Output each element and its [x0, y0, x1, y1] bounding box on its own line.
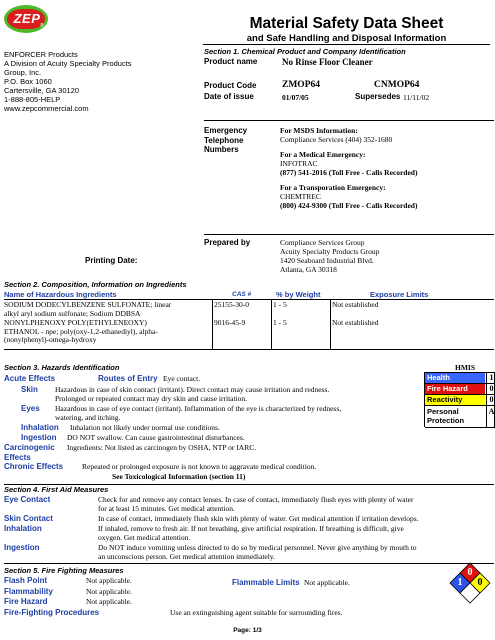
hmis-fire-value: 0 [486, 384, 495, 394]
section2-bottom-rule [4, 349, 494, 350]
logo-text: ZEP [13, 11, 41, 26]
ingredient-cas: 25155-30-0 [214, 300, 249, 309]
company-line: Cartersville, GA 30120 [4, 86, 80, 95]
eye-contact-text: Check for and remove any contact lenses. In case of contact, immediately flush eyes with plenty of water for at least 15 minutes. Get medical attention. [98, 495, 414, 513]
transport-emergency-line: CHEMTREC [280, 192, 321, 201]
msds-info-title: For MSDS Information: [280, 126, 358, 135]
flammable-limits-label: Flammable Limits [232, 578, 300, 587]
first-aid-ingestion-label: Ingestion [4, 543, 40, 552]
medical-emergency-title: For a Medical Emergency: [280, 150, 366, 159]
hmis-fire-label: Fire Hazard [425, 384, 485, 394]
eyes-label: Eyes [21, 404, 40, 413]
hmis-reactivity-value: 0 [486, 395, 495, 405]
company-address [4, 50, 199, 113]
section3-heading: Section 3. Hazards Identification [4, 363, 120, 372]
ingredients-column-limits: Exposure Limits [370, 290, 429, 299]
fire-hazard-label: Fire Hazard [4, 597, 48, 606]
fire-fighting-procedures-value: Use an extinguishing agent suitable for surrounding fires. [170, 608, 343, 617]
section1-divider-2 [204, 234, 494, 235]
flash-point-value: Not applicable. [86, 576, 132, 585]
ingredient-name: NONYLPHENOXY POLY(ETHYLENEOXY) ETHANOL - npe; poly(oxy-1,2-ethanediyl), alpha- (nonylphenyl)-omega-hydroxy [4, 318, 158, 344]
transport-emergency-phone: (800) 424-9300 (Toll Free - Calls Recorded) [280, 201, 418, 210]
carcinogenic-effects-text: Ingredients: Not listed as carcinogen by OSHA, NTP or IARC. [67, 443, 257, 452]
company-line: Group, Inc. [4, 68, 42, 77]
ingredients-column-name: Name of Hazardous Ingredients [4, 290, 117, 299]
hmis-title: HMIS [455, 363, 476, 372]
ingredient-cas: 9016-45-9 [214, 318, 246, 327]
ingredients-column-weight: % by Weight [276, 290, 321, 299]
product-name-value: No Rinse Floor Cleaner [282, 57, 373, 67]
fire-fighting-procedures-label: Fire-Fighting Procedures [4, 608, 100, 617]
hmis-health-row [425, 373, 495, 384]
section5-heading: Section 5. Fire Fighting Measures [4, 566, 124, 575]
first-aid-ingestion-text: Do NOT induce vomiting unless directed to do so by medical personnel. Never give anything by mouth to an unconscious person. Get medical attention immediately. [98, 543, 417, 561]
routes-of-entry-label: Routes of Entry [98, 374, 158, 383]
prepared-by-address: Compliance Services Group Acuity Specialty Products Group 1420 Seaboard Industrial Blvd. Atlanta, GA 30318 [280, 238, 380, 274]
ingestion-label: Ingestion [21, 433, 57, 442]
ingredients-col-rule [330, 299, 331, 349]
inhalation-text: Inhalation not likely under normal use conditions. [70, 423, 220, 432]
prepared-by-label: Prepared by [204, 238, 251, 247]
eye-contact-label: Eye Contact [4, 495, 51, 504]
company-website: www.zepcommercial.com [4, 104, 89, 113]
emergency-contacts [280, 126, 494, 210]
emergency-label: Emergency Telephone Numbers [204, 126, 248, 154]
nfpa-reactivity-value: 0 [477, 577, 483, 588]
page-number: Page: 1/3 [233, 627, 262, 634]
hmis-protection-value: A [486, 406, 495, 427]
company-line: A Division of Acuity Specialty Products [4, 59, 132, 68]
hmis-health-label: Health [425, 373, 485, 383]
company-line: 1-888-805-HELP [4, 95, 61, 104]
supersedes-value: 11/11/02 [403, 93, 430, 102]
date-of-issue-value: 01/07/05 [282, 93, 309, 102]
ingredients-column-cas: CAS # [232, 291, 252, 298]
page-title: Material Safety Data Sheet [249, 15, 444, 32]
flash-point-label: Flash Point [4, 576, 48, 585]
chronic-effects-text: Repeated or prolonged exposure is not known to aggravate medical condition. [82, 462, 317, 471]
nfpa-health-value: 1 [457, 577, 463, 588]
ingredient-limits: Not established [332, 300, 379, 309]
ingredients-col-rule [271, 299, 272, 349]
hmis-health-value: 1 [486, 373, 495, 383]
ingredient-weight: 1 - 5 [273, 318, 287, 327]
zep-logo [4, 5, 48, 33]
ingredient-limits: Not established [332, 318, 379, 327]
eyes-text: Hazardous in case of eye contact (irritant). Inflammation of the eye is characterized by redness, watering, and itching. [55, 404, 342, 422]
ingredients-col-rule [212, 299, 213, 349]
header-title-box [203, 15, 490, 45]
skin-text: Hazardous in case of skin contact (irritant). Direct contact may cause irritation and redness. Prolonged or repeated contact may dry skin and cause irritation. [55, 385, 330, 403]
toxicological-note: See Toxicological Information (section 11) [112, 472, 246, 481]
product-code-value: ZMOP64 [282, 80, 320, 90]
ingestion-text: DO NOT swallow. Can cause gastrointestinal disturbances. [67, 433, 245, 442]
nfpa-flammability-value: 0 [467, 567, 473, 578]
company-line: ENFORCER Products [4, 50, 78, 59]
medical-emergency-phone: (877) 541-2016 (Toll Free - Calls Recorded) [280, 168, 418, 177]
company-line: P.O. Box 1060 [4, 77, 52, 86]
skin-contact-label: Skin Contact [4, 514, 53, 523]
section1-heading: Section 1. Chemical Product and Company Identification [204, 47, 406, 56]
product-name-label: Product name [204, 57, 258, 66]
first-aid-inhalation-text: If inhaled, remove to fresh air. If not breathing, give artificial respiration. If breathing is difficult, give oxygen. Get medical attention. [98, 524, 404, 542]
product-code-alt-value: CNMOP64 [374, 80, 420, 90]
flammability-label: Flammability [4, 587, 53, 596]
section1-divider [204, 120, 494, 121]
hmis-panel [424, 372, 495, 427]
section4-bottom-rule [4, 563, 494, 564]
ingredient-weight: 1 - 5 [273, 300, 287, 309]
hmis-protection-row [425, 406, 495, 428]
section4-heading: Section 4. First Aid Measures [4, 485, 109, 494]
carcinogenic-effects-label: Carcinogenic Effects [4, 443, 55, 462]
printing-date-label: Printing Date: [85, 256, 138, 265]
first-aid-inhalation-label: Inhalation [4, 524, 42, 533]
medical-emergency-line: INFOTRAC [280, 159, 318, 168]
ingredient-name: SODIUM DODECYLBENZENE SULFONATE; linear alkyl aryl sodium sulfonate; Sodium DDBSA [4, 300, 172, 318]
chronic-effects-label: Chronic Effects [4, 462, 64, 471]
nfpa-diamond-icon [449, 562, 491, 604]
transport-emergency-title: For a Transporation Emergency: [280, 183, 386, 192]
flammable-limits-value: Not applicable. [304, 578, 350, 587]
page-subtitle: and Safe Handling and Disposal Information [246, 33, 447, 44]
skin-contact-text: In case of contact, immediately flush skin with plenty of water. Get medical attention if irritation develops. [98, 514, 419, 523]
hmis-fire-row [425, 384, 495, 395]
flammability-value: Not applicable. [86, 587, 132, 596]
hmis-reactivity-row [425, 395, 495, 406]
hmis-reactivity-label: Reactivity [425, 395, 485, 405]
date-of-issue-label: Date of issue [204, 92, 254, 101]
hmis-protection-label: Personal Protection [427, 407, 465, 425]
product-code-label: Product Code [204, 81, 257, 90]
section2-heading: Section 2. Composition, Information on Ingredients [4, 280, 187, 289]
msds-info-line: Compliance Services (404) 352-1680 [280, 135, 393, 144]
routes-of-entry-value: Eye contact. [163, 374, 201, 383]
fire-hazard-value: Not applicable. [86, 597, 132, 606]
skin-label: Skin [21, 385, 38, 394]
inhalation-label: Inhalation [21, 423, 59, 432]
acute-effects-label: Acute Effects [4, 374, 56, 383]
supersedes-label: Supersedes [355, 92, 401, 101]
logo-registered-mark: ® [40, 23, 44, 29]
